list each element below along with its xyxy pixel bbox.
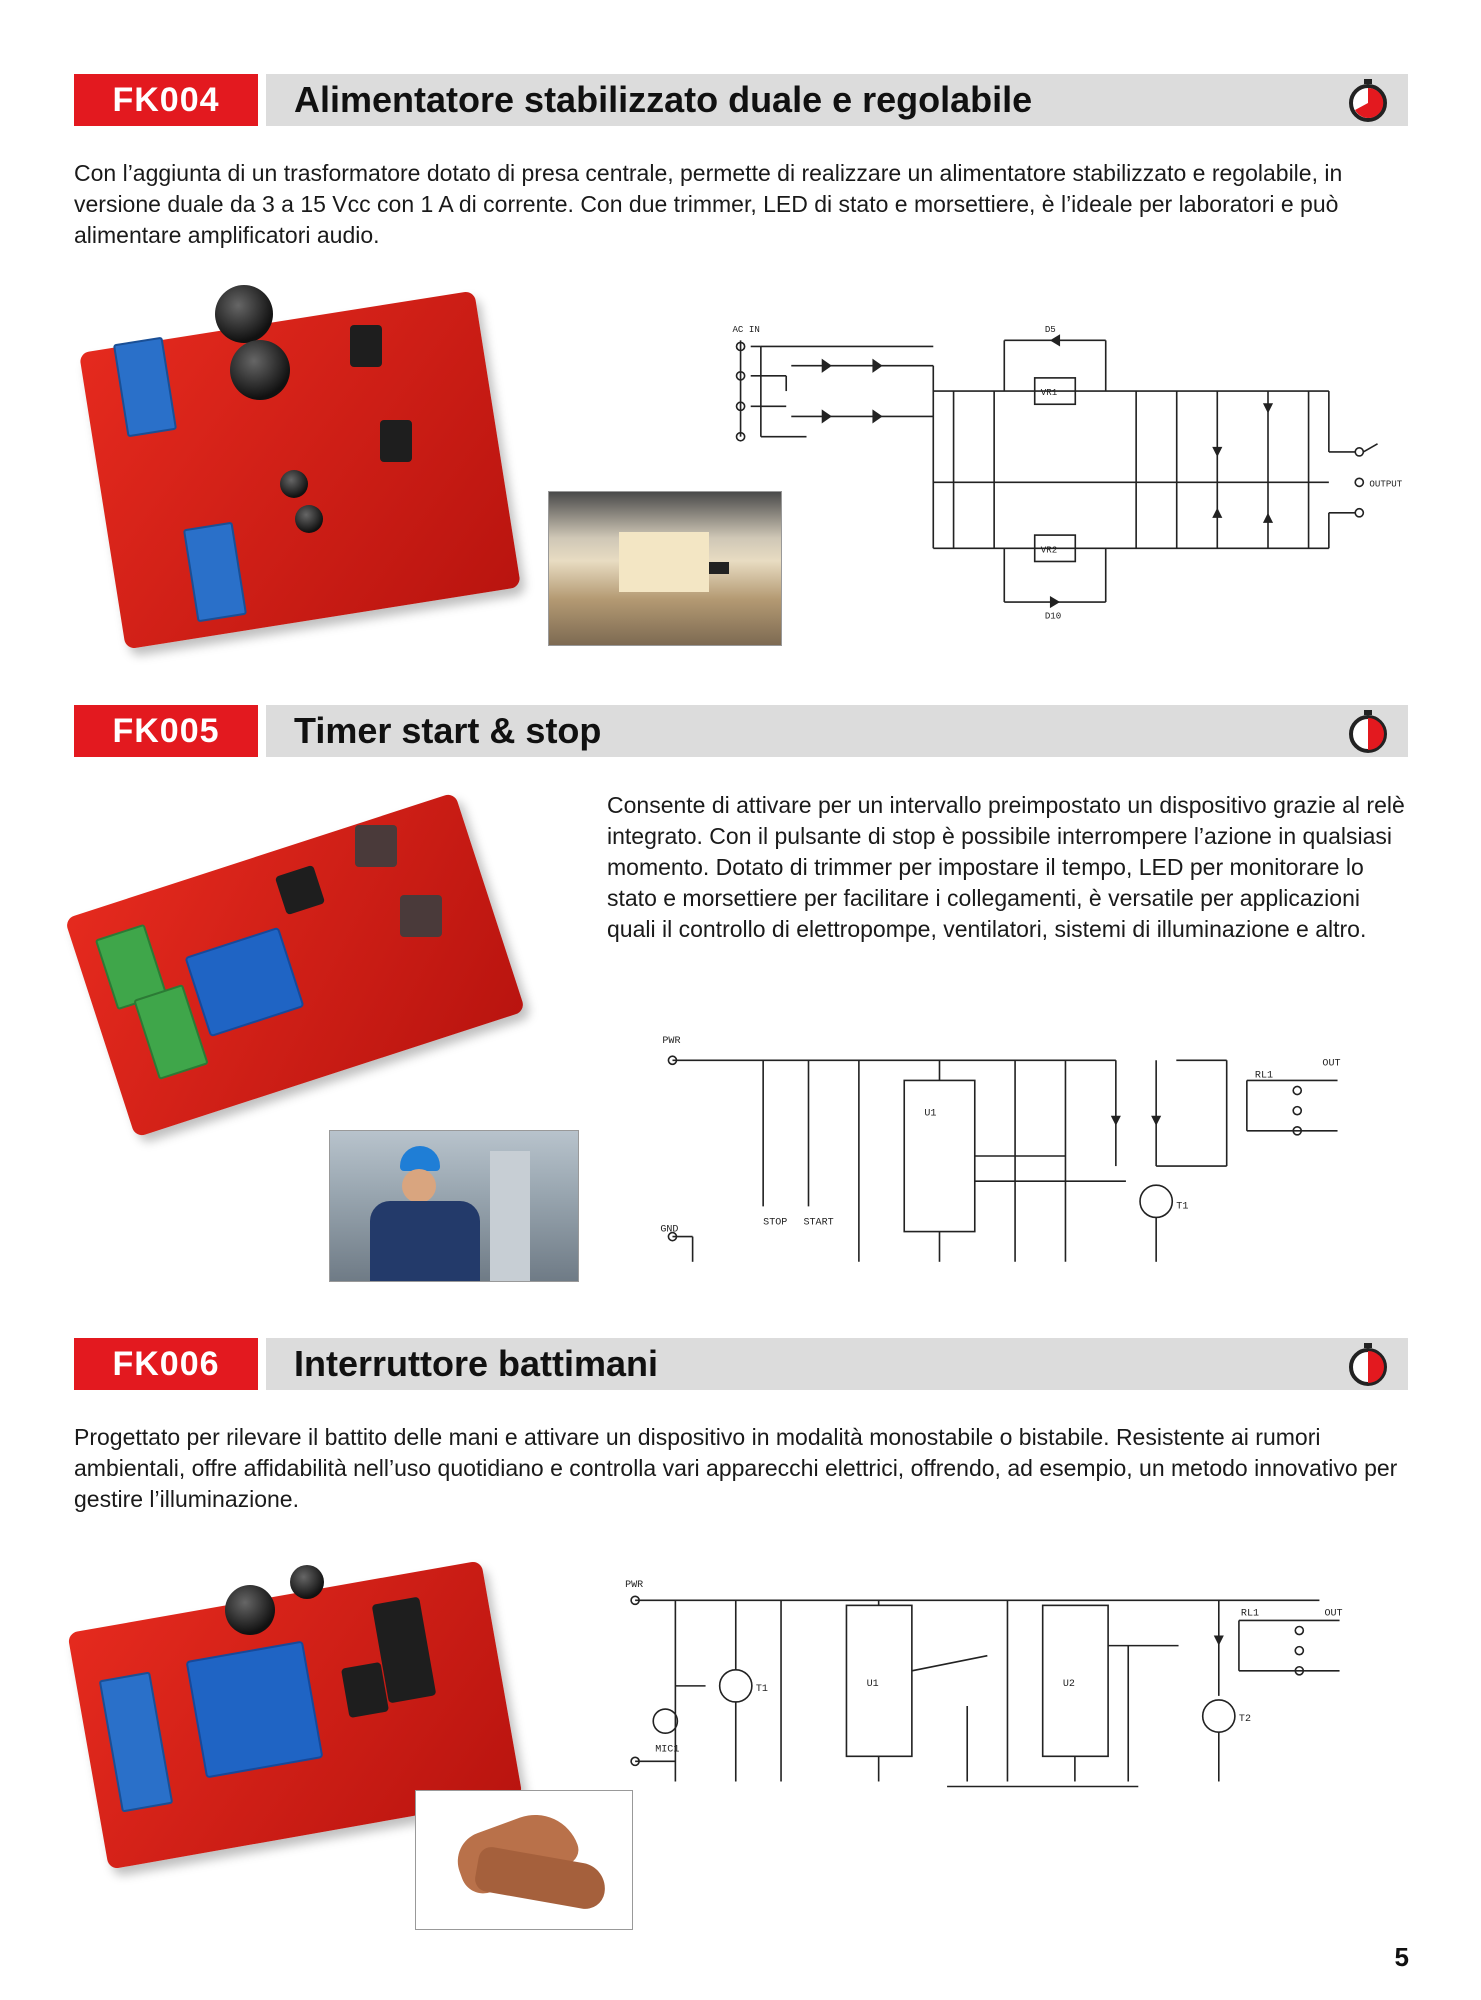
svg-text:STOP: STOP — [763, 1217, 788, 1229]
title-bar — [266, 74, 1408, 126]
svg-text:PWR: PWR — [625, 1580, 644, 1592]
push-button — [355, 825, 397, 867]
section-header — [74, 74, 1408, 126]
regulator — [350, 325, 382, 367]
section-header — [74, 705, 1408, 757]
worker-photo — [329, 1130, 579, 1282]
product-title: Alimentatore stabilizzato duale e regolabile — [294, 79, 1033, 120]
product-code: FK004 — [74, 74, 258, 126]
circuit-schematic — [650, 1025, 1360, 1287]
svg-text:U1: U1 — [924, 1108, 937, 1120]
svg-text:OUT: OUT — [1324, 1608, 1343, 1620]
stopwatch-icon — [1346, 78, 1390, 122]
svg-text:T2: T2 — [1238, 1714, 1251, 1726]
svg-text:T1: T1 — [755, 1683, 768, 1695]
svg-text:T1: T1 — [1176, 1201, 1189, 1213]
product-description: Progettato per rilevare il battito delle mani e attivare un dispositivo in modalità monostabile o bistabile. Resistente ai rumori ambientali, offre affidabilità nell’uso quotidiano e controlla vari apparecchi elettrici, offrendo, ad esempio, un metodo innovativo per gestire l’illuminazione. — [74, 1424, 1398, 1512]
product-code: FK005 — [74, 705, 258, 757]
relay — [186, 1641, 324, 1779]
capacitor — [280, 470, 308, 498]
circuit-schematic — [700, 320, 1410, 665]
product-description: Consente di attivare per un intervallo preimpostato un dispositivo grazie al relè integrato. Con il pulsante di stop è possibile interrompere l’azione in qualsiasi momento. Dotato di trimmer per impostare il tempo, LED per monitorare lo stato e morsettiere per facilitare i collegamenti, è versatile per applicazioni quali il controllo di elettropompe, ventilatori, sistemi di illuminazione e altro. — [607, 792, 1405, 942]
capacitor — [295, 505, 323, 533]
capacitor — [290, 1565, 324, 1599]
svg-text:OUT: OUT — [1322, 1058, 1341, 1070]
product-description: Con l’aggiunta di un trasformatore dotato di presa centrale, permette di realizzare un alimentatore stabilizzato e regolabile, in versione duale da 3 a 15 Vcc con 1 A di corrente. Con due trimmer, LED di stato e morsettiere, è l’ideale per laboratori e può alimentare amplificatori audio. — [74, 160, 1343, 248]
svg-text:MIC1: MIC1 — [655, 1744, 680, 1756]
product-title: Timer start & stop — [294, 710, 602, 751]
circuit-schematic — [615, 1575, 1410, 1837]
microphone — [225, 1585, 275, 1635]
svg-text:VR2: VR2 — [1040, 544, 1058, 556]
hands-photo — [415, 1790, 633, 1930]
page-number: 5 — [1394, 1942, 1409, 1972]
capacitor — [230, 340, 290, 400]
ic-chip — [341, 1662, 389, 1718]
title-bar — [266, 1338, 1408, 1390]
regulator — [380, 420, 412, 462]
stopwatch-icon — [1346, 1342, 1390, 1386]
capacitor — [215, 285, 273, 343]
svg-text:VR1: VR1 — [1040, 387, 1058, 399]
svg-text:GND: GND — [660, 1224, 679, 1236]
svg-text:OUTPUT: OUTPUT — [1369, 478, 1403, 490]
svg-text:RL1: RL1 — [1254, 1070, 1274, 1082]
svg-text:D5: D5 — [1044, 324, 1056, 336]
pcb-photo — [70, 790, 530, 1150]
pcb-photo — [80, 280, 530, 660]
svg-text:AC IN: AC IN — [732, 324, 760, 336]
stopwatch-icon — [1346, 709, 1390, 753]
product-code: FK006 — [74, 1338, 258, 1390]
svg-text:PWR: PWR — [662, 1036, 681, 1048]
product-title: Interruttore battimani — [294, 1343, 659, 1384]
push-button — [400, 895, 442, 937]
svg-text:U2: U2 — [1062, 1678, 1075, 1690]
svg-text:RL1: RL1 — [1240, 1608, 1260, 1620]
svg-text:D10: D10 — [1044, 610, 1062, 622]
svg-text:U1: U1 — [866, 1678, 879, 1690]
svg-text:START: START — [803, 1217, 834, 1229]
title-bar — [266, 705, 1408, 757]
section-header — [74, 1338, 1408, 1390]
